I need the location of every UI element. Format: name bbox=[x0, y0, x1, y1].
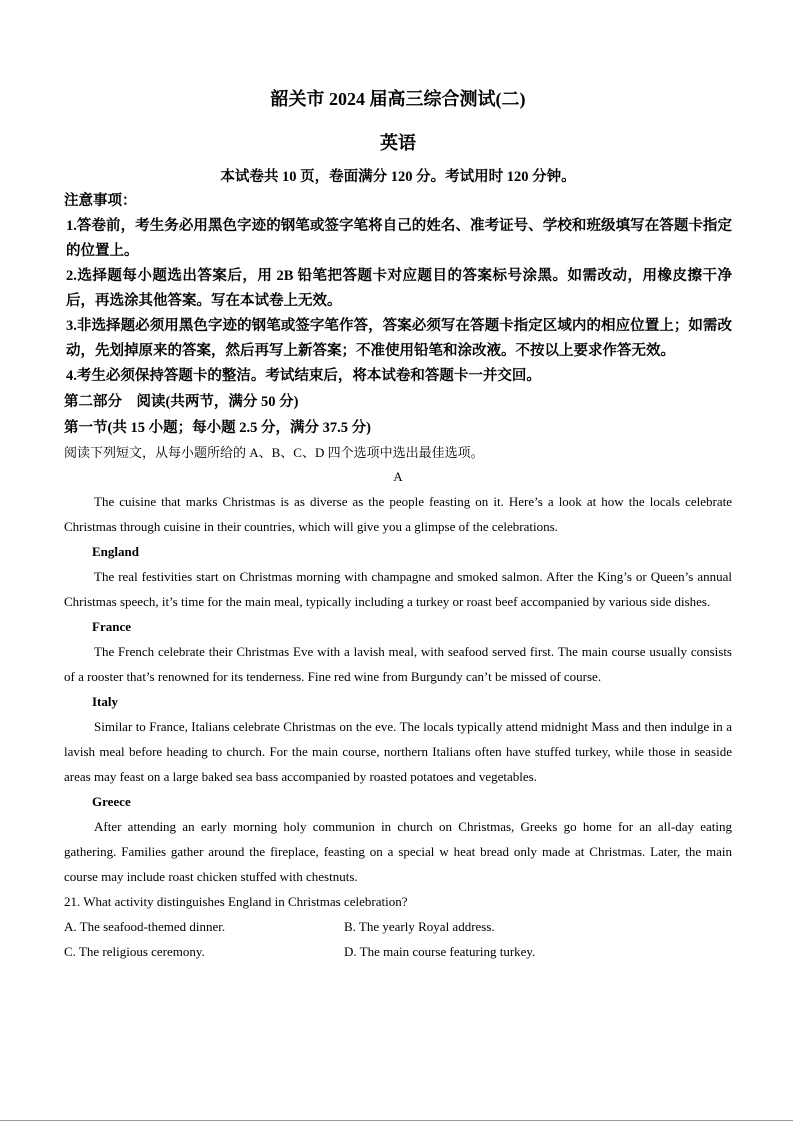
note-item-2: 2.选择题每小题选出答案后，用 2B 铅笔把答题卡对应题目的答案标号涂黑。如需改动，用橡皮擦干净后，再选涂其他答案。写在本试卷上无效。 bbox=[66, 268, 732, 309]
country-text-france: The French celebrate their Christmas Eve with a lavish meal, with seafood served first. The main course usually consists of a rooster that’s renowned for its tenderness. Fine red wine from Burgundy can’t be missed of course. bbox=[64, 644, 732, 684]
passage-intro: The cuisine that marks Christmas is as diverse as the people feasting on it. Here’s a look at how the locals celebrate Christmas through cuisine in their countries, which will give you a glimpse of the celebrations. bbox=[64, 494, 732, 534]
country-heading-france: France bbox=[92, 619, 131, 634]
country-text-italy: Similar to France, Italians celebrate Christmas on the eve. The locals typically attend midnight Mass and then indulge in a lavish meal before heading to church. For the main course, northern Italians often have stuffed turkey, while those in seaside areas may feast on a large baked sea bass accompanied by roasted potatoes and vegetables. bbox=[64, 719, 732, 784]
country-text-greece: After attending an early morning holy communion in church on Christmas, Greeks go home for an all-day eating gathering. Families gather around the fireplace, feasting on a special w heat bread only made at Christmas. Later, the main course may include roast chicken stuffed with chestnuts. bbox=[64, 819, 732, 884]
exam-page bbox=[64, 88, 732, 964]
note-item-4: 4.考生必须保持答题卡的整洁。考试结束后，将本试卷和答题卡一并交回。 bbox=[66, 368, 541, 384]
notes-heading: 注意事项： bbox=[64, 193, 137, 209]
subject-title: 英语 bbox=[380, 133, 416, 153]
country-heading-greece: Greece bbox=[92, 794, 131, 809]
section-instruction: 阅读下列短文，从每小题所给的 A、B、C、D 四个选项中选出最佳选项。 bbox=[64, 445, 484, 460]
part-heading: 第二部分 阅读(共两节，满分 50 分) bbox=[64, 394, 299, 410]
country-heading-italy: Italy bbox=[92, 694, 118, 709]
country-text-england: The real festivities start on Christmas morning with champagne and smoked salmon. After the King’s or Queen’s annual Christmas speech, it’s time for the main meal, typically including a turkey or roast beef accompanied by various side dishes. bbox=[64, 569, 732, 609]
option-c: C. The religious ceremony. bbox=[64, 944, 205, 959]
passage-letter: A bbox=[393, 469, 403, 484]
page-bottom-rule bbox=[0, 1120, 793, 1121]
note-item-1: 1.答卷前，考生务必用黑色字迹的钢笔或签字笔将自己的姓名、准考证号、学校和班级填写在答题卡指定的位置上。 bbox=[66, 218, 732, 259]
options-row-1 bbox=[64, 914, 732, 939]
option-a: A. The seafood-themed dinner. bbox=[64, 919, 226, 934]
options-row-2 bbox=[64, 939, 732, 964]
country-heading-england: England bbox=[92, 544, 139, 559]
note-item-3: 3.非选择题必须用黑色字迹的钢笔或签字笔作答，答案必须写在答题卡指定区域内的相应位置上；如需改动，先划掉原来的答案，然后再写上新答案；不准使用铅笔和涂改液。不按以上要求作答无效。 bbox=[66, 318, 732, 359]
option-d: D. The main course featuring turkey. bbox=[344, 944, 536, 959]
exam-info: 本试卷共 10 页，卷面满分 120 分。考试用时 120 分钟。 bbox=[220, 169, 576, 185]
exam-title: 韶关市 2024 届高三综合测试(二) bbox=[270, 89, 526, 109]
option-b: B. The yearly Royal address. bbox=[344, 919, 495, 934]
question-stem: 21. What activity distinguishes England in Christmas celebration? bbox=[64, 894, 408, 909]
subsection-heading: 第一节(共 15 小题；每小题 2.5 分，满分 37.5 分) bbox=[64, 420, 371, 436]
